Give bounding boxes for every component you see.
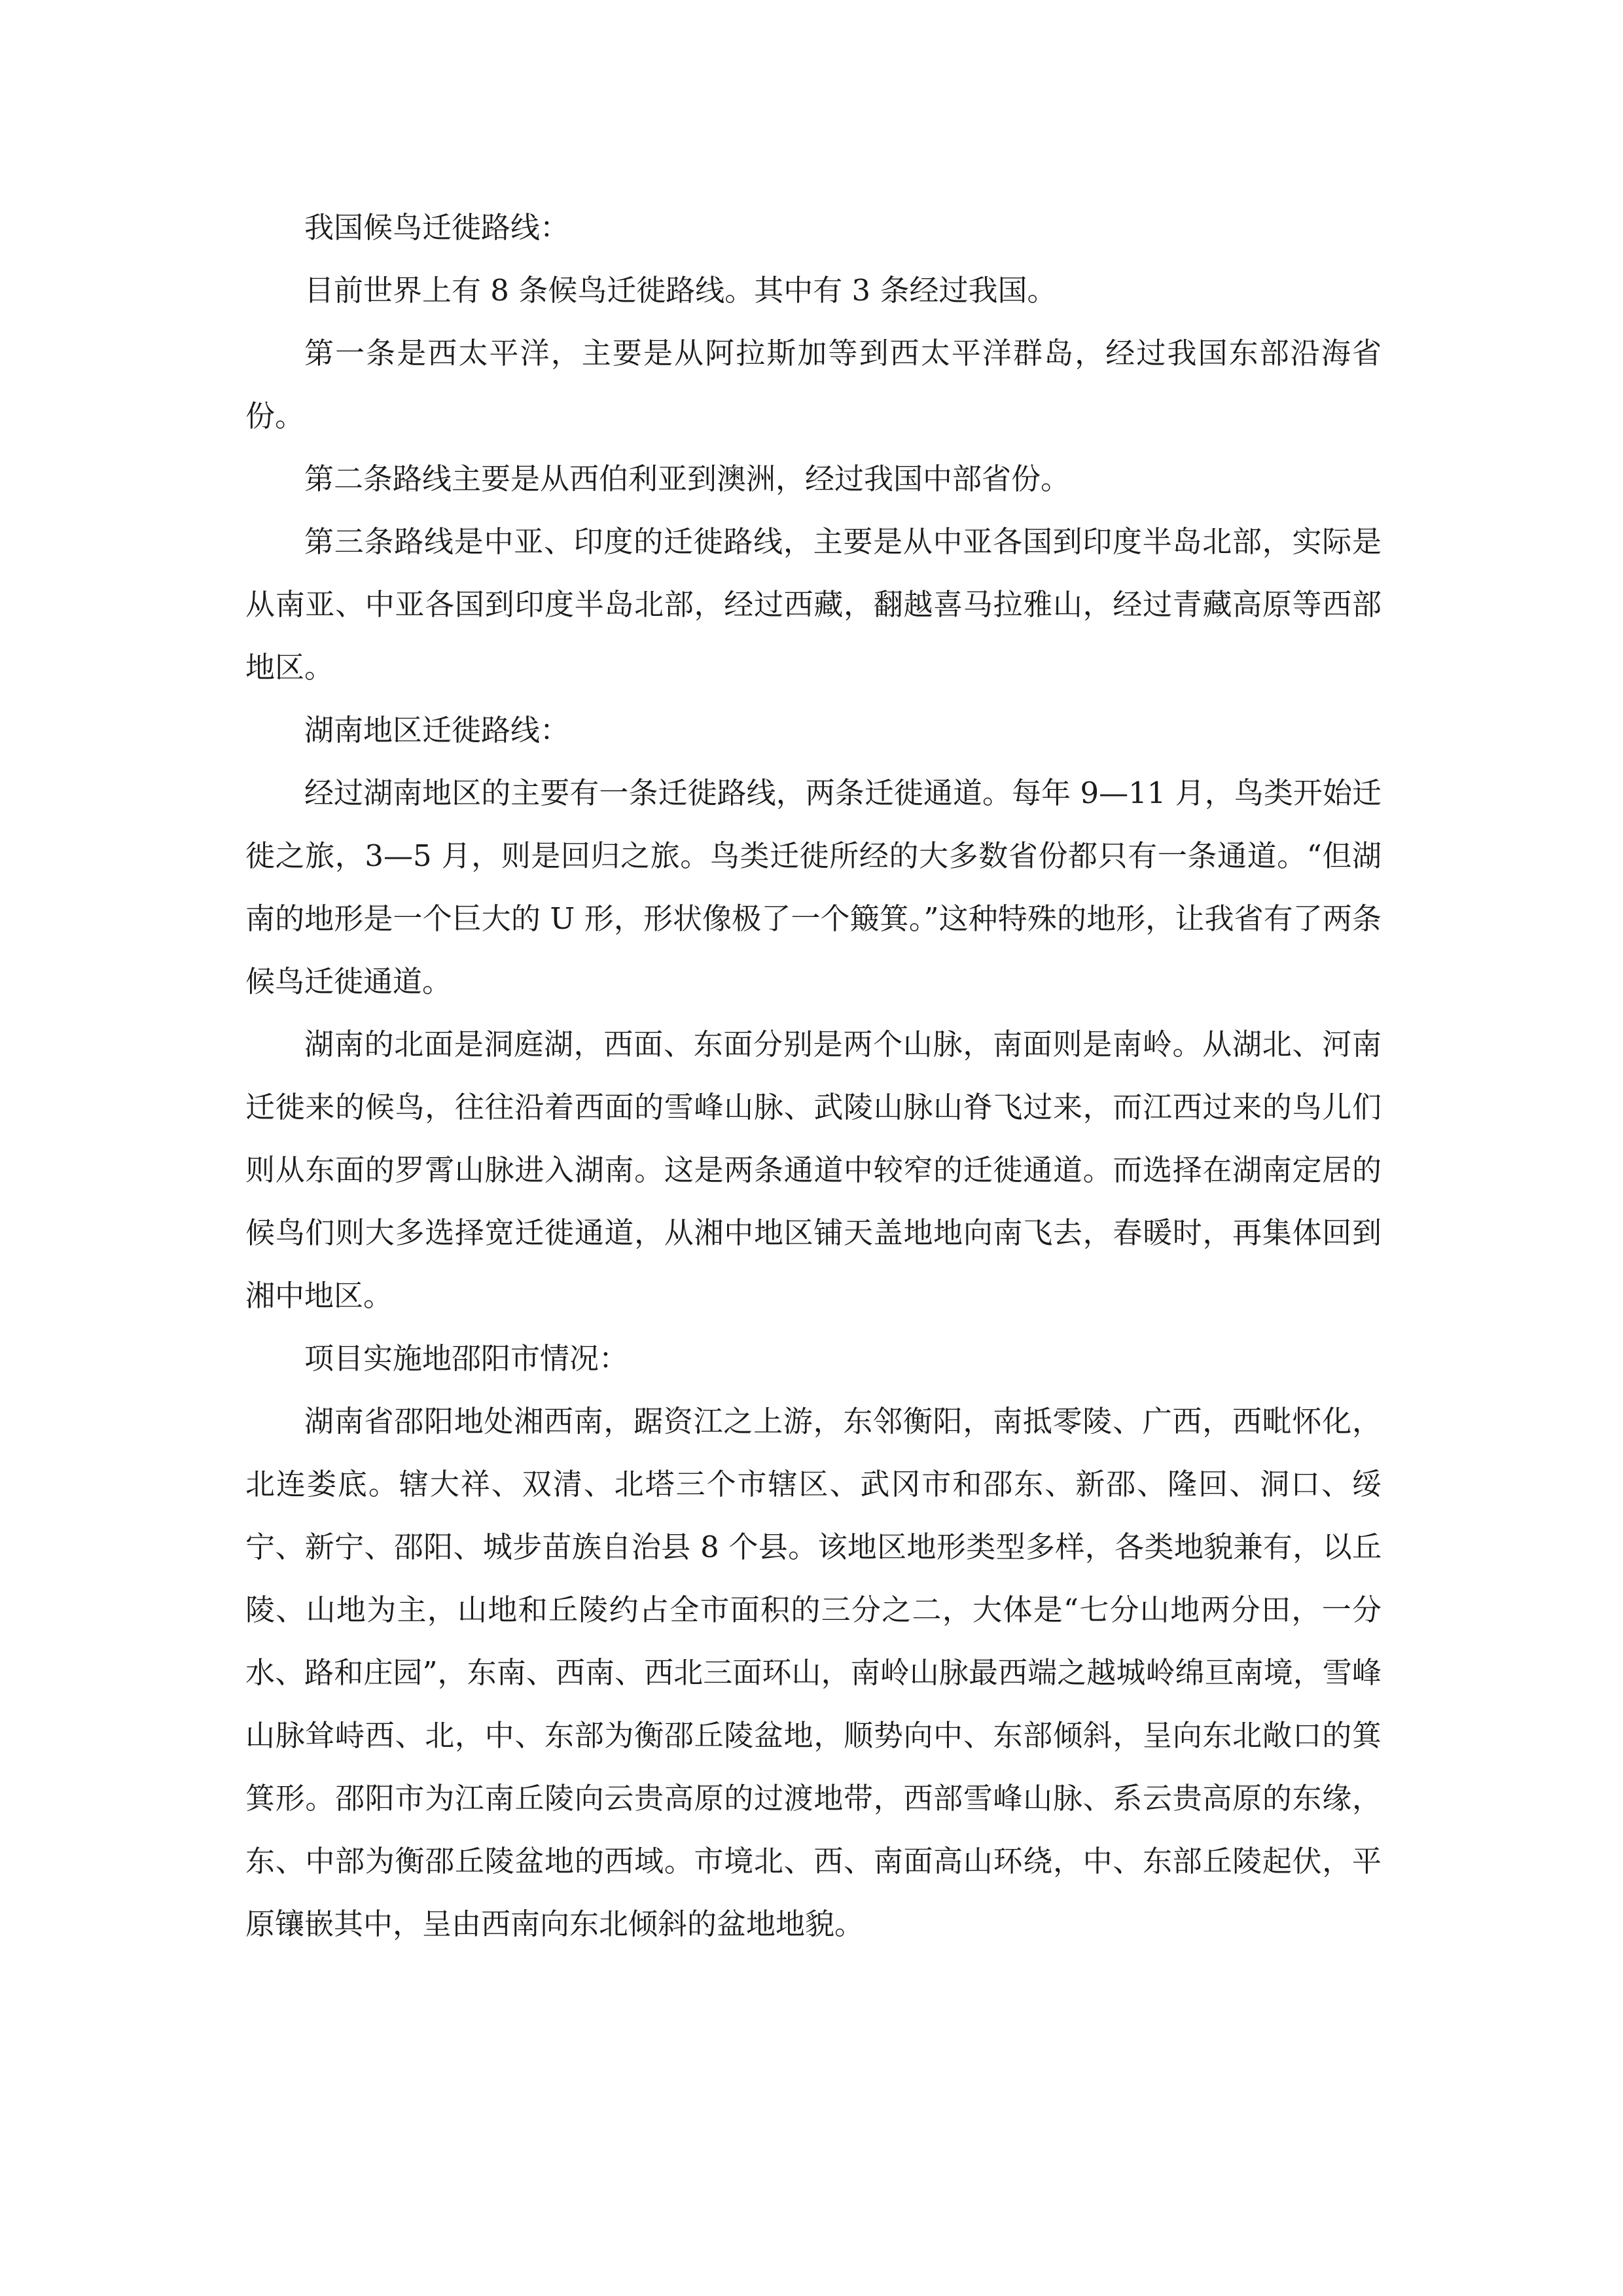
paragraph-hunan-channels: 经过湖南地区的主要有一条迁徙路线，两条迁徙通道。每年 9—11 月，鸟类开始迁徙之旅，3—5 月，则是回归之旅。鸟类迁徙所经的大多数省份都只有一条通道。“但湖南的地形是一个巨大的 U 形，形状像极了一个簸箕。”这种特殊的地形，让我省有了两条候鸟迁徙通道。 — [245, 776, 1382, 999]
heading-shaoyang-site: 项目实施地邵阳市情况： — [304, 1341, 629, 1376]
paragraph-hunan-geography: 湖南的北面是洞庭湖，西面、东面分别是两个山脉，南面则是南岭。从湖北、河南迁徙来的候鸟，往往沿着西面的雪峰山脉、武陵山脉山脊飞过来，而江西过来的鸟儿们则从东面的罗霄山脉进入湖南。这是两条通道中较窄的迁徙通道。而选择在湖南定居的候鸟们则大多选择宽迁徙通道，从湘中地区铺天盖地地向南飞去，春暖时，再集体回到湘中地区。 — [245, 1027, 1382, 1313]
heading-china-migration-routes: 我国候鸟迁徙路线： — [304, 210, 570, 245]
paragraph-route-three: 第三条路线是中亚、印度的迁徙路线，主要是从中亚各国到印度半岛北部，实际是从南亚、中亚各国到印度半岛北部，经过西藏，翻越喜马拉雅山，经过青藏高原等西部地区。 — [245, 524, 1382, 685]
paragraph-route-count: 目前世界上有 8 条候鸟迁徙路线。其中有 3 条经过我国。 — [304, 273, 1057, 308]
paragraph-route-two: 第二条路线主要是从西伯利亚到澳洲，经过我国中部省份。 — [304, 461, 1071, 496]
heading-hunan-migration-routes: 湖南地区迁徙路线： — [304, 713, 570, 747]
paragraph-shaoyang-description: 湖南省邵阳地处湘西南，踞资江之上游，东邻衡阳，南抵零陵、广西，西毗怀化，北连娄底。辖大祥、双清、北塔三个市辖区、武冈市和邵东、新邵、隆回、洞口、绥宁、新宁、邵阳、城步苗族自治县 8 个县。该地区地形类型多样，各类地貌兼有，以丘陵、山地为主，山地和丘陵约占全市面积的三分之二，大体是“七分山地两分田，一分水、路和庄园”，东南、西南、西北三面环山，南岭山脉最西端之越城岭绵亘南境，雪峰山脉耸峙西、北，中、东部为衡邵丘陵盆地，顺势向中、东部倾斜，呈向东北敞口的箕箕形。邵阳市为江南丘陵向云贵高原的过渡地带，西部雪峰山脉、系云贵高原的东缘，东、中部为衡邵丘陵盆地的西域。市境北、西、南面高山环绕，中、东部丘陵起伏，平原镶嵌其中，呈由西南向东北倾斜的盆地地貌。 — [245, 1404, 1382, 1941]
document-body — [245, 196, 1382, 1956]
paragraph-route-one: 第一条是西太平洋，主要是从阿拉斯加等到西太平洋群岛，经过我国东部沿海省份。 — [245, 336, 1382, 433]
